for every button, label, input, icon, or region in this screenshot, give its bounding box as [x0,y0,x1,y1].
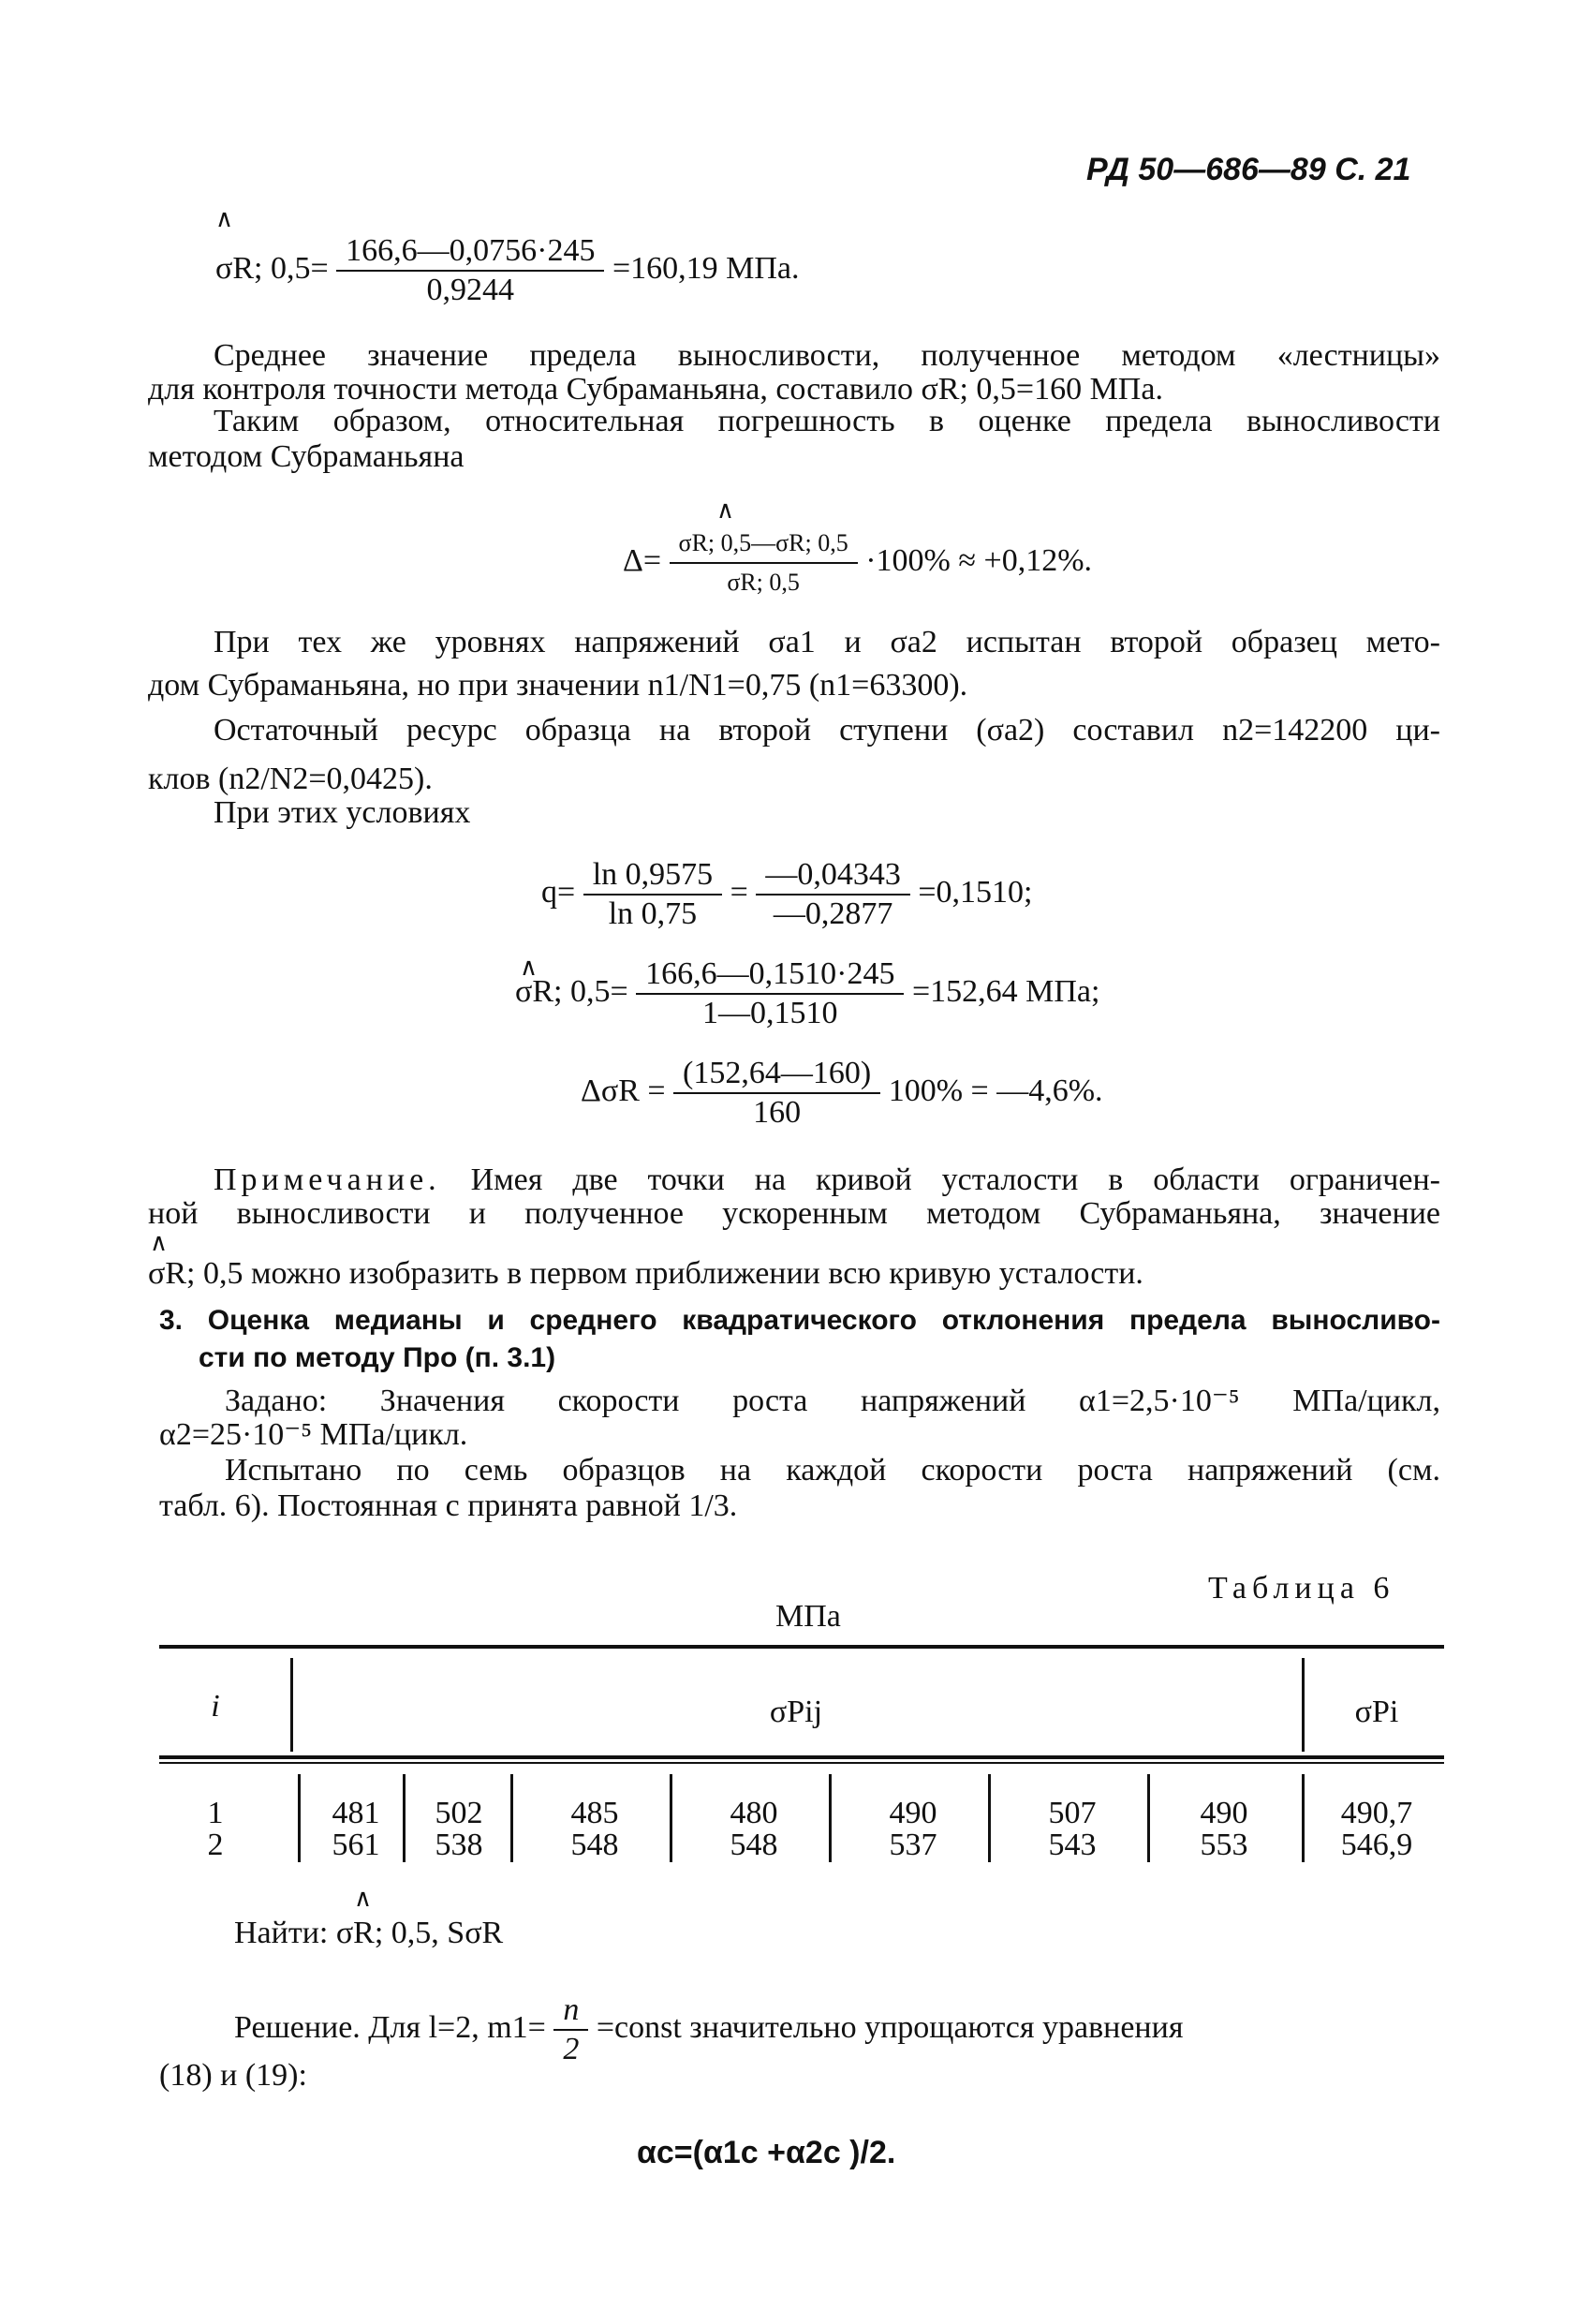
table-divider [298,1774,301,1862]
cell-value: 561 [332,1828,380,1862]
section-3-heading-line2: сти по методу Про (п. 3.1) [199,1342,556,1373]
table-divider [829,1774,832,1862]
equation-4 [515,955,1099,1032]
para1-line1: Среднее значение предела выносливости, полученное методом «лестницы» [214,338,1440,373]
eq1-lhs: σR; 0,5 [215,250,311,286]
eq5-rhs: 100% = —4,6%. [888,1073,1103,1108]
table-divider [510,1774,513,1862]
cell-value: 538 [435,1828,483,1862]
cell-value: 543 [1048,1828,1097,1862]
equation-6: αc=(α1c +α2c )/2. [637,2135,896,2170]
eq2-denominator: σR; 0,5 [727,569,800,596]
eq4-denominator: 1—0,1510 [702,996,838,1030]
tested-line1: Испытано по семь образцов на каждой скорости роста напряжений (см. [225,1453,1440,1488]
eq2-lhs: Δ= [623,542,662,578]
cell-i: 2 [207,1828,224,1862]
given-line2: α2=25·10⁻⁵ МПа/цикл. [159,1417,468,1452]
table-top-rule [159,1645,1444,1649]
para2-line1: Таким образом, относительная погрешность в оценке предела выносливости [214,404,1440,438]
para3-line1: При тех же уровнях напряжений σa1 и σa2 испытан второй образец мето- [214,625,1440,659]
hat-mark: ∧ [520,954,538,981]
solution-fraction [553,1991,588,2068]
eq4-numerator: 166,6—0,1510·245 [636,955,904,995]
para5-line1: При этих условиях [214,795,471,830]
eq4-rhs: =152,64 МПа; [911,973,1100,1009]
solution-frac-den: 2 [563,2032,580,2066]
para4-line2: клов (n2/N2=0,0425). [148,762,433,796]
cell-value: 490 [889,1796,937,1830]
eq3-fraction-1 [583,856,722,933]
cell-value: 490 [1200,1796,1248,1830]
equation-2 [623,525,1092,601]
col-header-mean: σPi [1354,1695,1399,1729]
col-header-i: i [211,1689,220,1724]
eq5-denominator: 160 [753,1095,802,1130]
cell-value: 507 [1048,1796,1097,1830]
solution-lead: Решение. Для l=2, m1= [234,2009,546,2045]
tested-line2: табл. 6). Постоянная c принята равной 1/3. [159,1488,738,1523]
eq3-denominator-2: —0,2877 [773,896,893,931]
hat-mark: ∧ [215,205,234,232]
note-line2: ной выносливости и полученное ускоренным методом Субраманьяна, значение [148,1196,1440,1231]
equation-5 [581,1055,1103,1132]
solution-line2: (18) и (19): [159,2058,307,2093]
eq5-fraction [673,1055,880,1132]
eq4-fraction [636,955,904,1032]
eq4-lhs: σR; 0,5= [515,973,628,1009]
note-line1-text: Имея две точки на кривой усталости в области ограничен- [440,1162,1440,1197]
solution-frac-num: n [553,1991,588,2031]
table-divider [290,1658,293,1752]
para4-line1: Остаточный ресурс образца на второй ступени (σa2) составил n2=142200 ци- [214,713,1440,748]
cell-value: 480 [730,1796,778,1830]
eq3-numerator-2: —0,04343 [756,856,910,896]
equation-3 [541,856,1032,933]
eq3-rhs: =0,1510; [918,874,1033,910]
cell-value: 502 [435,1796,483,1830]
hat-mark: ∧ [354,1885,373,1912]
cell-value: 537 [889,1828,937,1862]
eq3-equals: = [730,874,748,910]
eq5-numerator: (152,64—160) [673,1055,880,1094]
col-header-sigma: σPij [769,1695,823,1729]
table-caption: Таблица 6 [1208,1571,1395,1606]
table-divider [1302,1774,1305,1862]
eq1-rhs: =160,19 МПа. [612,250,800,286]
table-header-rule [159,1755,1444,1759]
note-line3: σR; 0,5 можно изобразить в первом приближении всю кривую усталости. [148,1256,1143,1291]
table-unit: МПа [775,1599,841,1634]
table-header-rule-2 [159,1762,1444,1764]
para1-line2: для контроля точности метода Субраманьяна, составило σR; 0,5=160 МПа. [148,372,1163,407]
section-3-heading-line1: 3. Оценка медианы и среднего квадратического отклонения предела выносливо- [159,1305,1440,1336]
table-divider [1147,1774,1150,1862]
table-divider [670,1774,672,1862]
eq1-numerator: 166,6—0,0756·245 [336,232,604,272]
cell-value: 481 [332,1796,380,1830]
equation-1: ∧ σR; 0,5= $\frac{166,6—0,0756\cdot 245}{0,9244}$ =160,19 МПа. [215,232,800,309]
find-line: Найти: σR; 0,5, SσR [234,1916,504,1950]
cell-mean: 546,9 [1340,1828,1413,1862]
eq5-lhs: ΔσR = [581,1073,666,1108]
note-label: Примечание. [214,1162,441,1197]
para2-line2: методом Субраманьяна [148,439,465,474]
cell-value: 553 [1200,1828,1248,1862]
table-divider [1302,1658,1305,1752]
hat-mark: ∧ [150,1229,169,1256]
eq3-fraction-2 [756,856,910,933]
para3-line2: дом Субраманьяна, но при значении n1/N1=0,75 (n1=63300). [148,668,968,703]
table-divider [988,1774,991,1862]
eq1-fraction [336,232,604,309]
cell-i: 1 [207,1796,224,1830]
cell-mean: 490,7 [1340,1796,1413,1830]
note-line1 [214,1162,1440,1199]
cell-value: 548 [570,1828,619,1862]
eq3-numerator-1: ln 0,9575 [583,856,722,896]
eq2-numerator: σR; 0,5—σR; 0,5 [670,525,858,564]
hat-mark: ∧ [716,496,735,524]
table-divider [403,1774,406,1862]
cell-value: 485 [570,1796,619,1830]
cell-value: 548 [730,1828,778,1862]
given-line1: Задано: Значения скорости роста напряжений α1=2,5·10⁻⁵ МПа/цикл, [225,1384,1440,1418]
eq1-denominator: 0,9244 [426,273,515,307]
eq3-denominator-1: ln 0,75 [608,896,698,931]
solution-rest: =const значительно упрощаются уравнения [596,2009,1184,2045]
page-header: РД 50—686—89 С. 21 [1086,152,1411,187]
eq2-fraction [670,525,858,601]
eq2-rhs: ·100% ≈ +0,12%. [865,542,1093,578]
eq3-lhs: q= [541,874,576,910]
solution-line1 [234,1991,1183,2068]
